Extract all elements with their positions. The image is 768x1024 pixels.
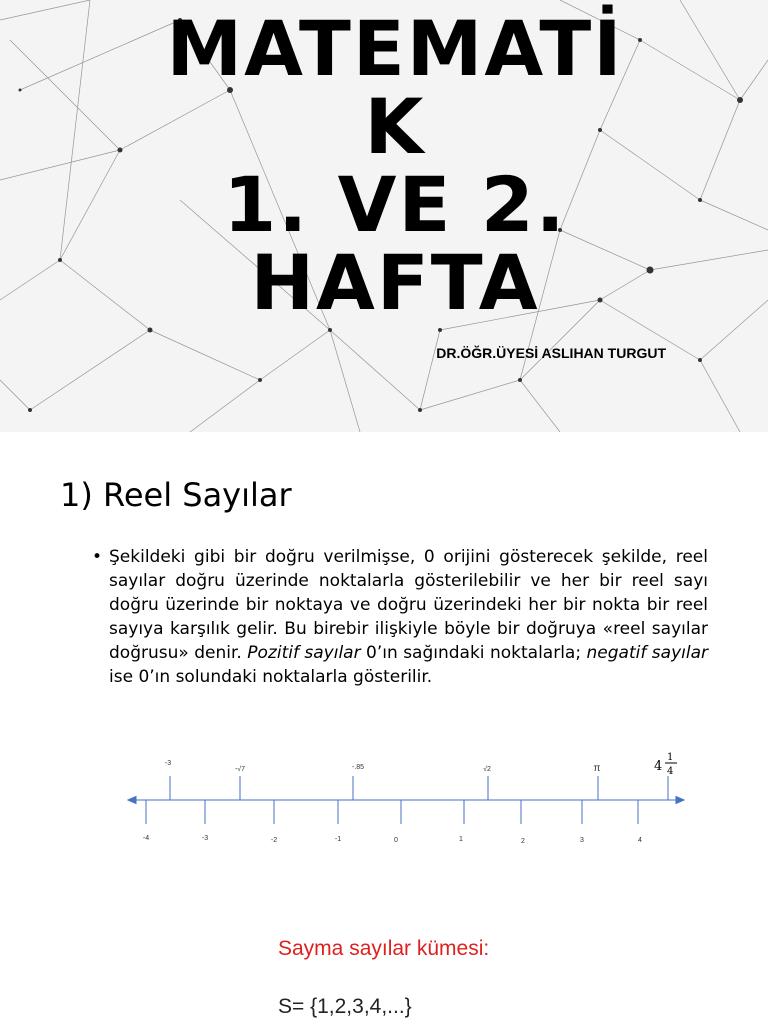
tick-label: 1 — [459, 836, 463, 843]
bullet-text-part: 0’ın sağındaki noktalarla; — [360, 643, 587, 663]
bullet-text-part: ise 0’ın solundaki noktalarla gösterilir. — [109, 667, 433, 687]
point-label: -.85 — [351, 764, 365, 771]
title-line: MATEMATİ — [166, 4, 624, 93]
bullet-marker: • — [92, 547, 103, 567]
mixed-fraction-whole: 4 — [654, 759, 663, 774]
tick-label: 4 — [638, 837, 642, 844]
title-slide — [0, 0, 768, 432]
left-arrow-icon — [128, 797, 136, 804]
number-line — [0, 732, 768, 892]
bullet-text-part: Şekildeki gibi bir doğru verilmişse, 0 orijini gösterecek şekilde, reel sayılar doğru üzerinde noktalarla gösterilebilir ve her bir reel sayı doğru üzerinde bir noktaya ve doğru üzerindeki her bir nokta bir reel sayıya karşılık gelir. Bu birebir ilişkiyle böyle bir doğruya «reel sayılar doğrusu» denir. — [109, 547, 708, 663]
title-line: K — [364, 82, 426, 171]
mixed-fraction-numerator: 1 — [667, 752, 674, 763]
bullet-italic-negative: negatif sayılar — [586, 643, 708, 663]
right-arrow-icon — [676, 797, 684, 804]
point-label-pi: π — [593, 763, 601, 774]
tick-label: -3 — [201, 835, 209, 842]
tick-label: -2 — [270, 837, 278, 844]
title-line: 1. VE 2. — [223, 160, 567, 249]
tick-label: 3 — [580, 837, 584, 844]
slide-heading: 1) Reel Sayılar — [60, 476, 292, 514]
tick-label: -4 — [142, 835, 150, 842]
bullet-text — [109, 545, 708, 689]
author-name: DR.ÖĞR.ÜYESİ ASLIHAN TURGUT — [436, 345, 666, 361]
title-line: HAFTA — [250, 238, 540, 327]
tick-label: 2 — [521, 838, 525, 845]
slide-title — [150, 4, 640, 327]
point-label: √2 — [483, 766, 491, 773]
bullet-italic-positive: Pozitif sayılar — [247, 643, 361, 663]
point-label: -3 — [164, 760, 172, 767]
tick-label: 0 — [394, 837, 398, 844]
set-definition: S= {1,2,3,4,...} — [278, 995, 412, 1018]
bullet-paragraph — [92, 545, 708, 689]
mixed-fraction-denominator: 4 — [667, 766, 674, 777]
sayma-sayilar-label: Sayma sayılar kümesi: — [278, 937, 490, 960]
point-label: -√7 — [234, 766, 246, 773]
tick-label: -1 — [334, 836, 342, 843]
content-slide — [0, 432, 768, 1024]
